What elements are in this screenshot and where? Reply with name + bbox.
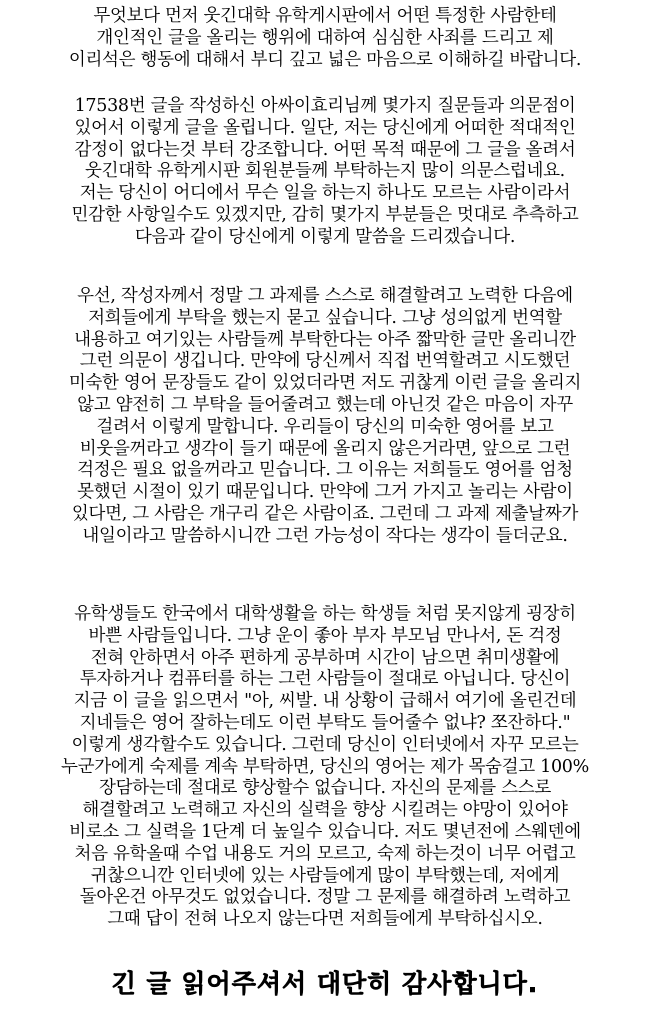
- closing-thanks: 긴 글 읽어주셔서 대단히 감사합니다.: [111, 969, 539, 998]
- text-line: 투자하거나 컴퓨터를 하는 그런 사람들이 절대로 아닙니다. 당신이: [79, 669, 571, 690]
- text-line: 유학생들도 한국에서 대학생활을 하는 학생들 처럼 못지않게 굉장히: [74, 604, 576, 624]
- text-line: 민감한 사항일수도 있겠지만, 감히 몇가지 부분들은 멋대로 추측하고: [71, 204, 579, 225]
- text-line: 미숙한 영어 문장들도 같이 있었더라면 저도 귀찮게 이런 글을 올리지: [68, 373, 582, 394]
- text-line: 귀찮으니깐 인터넷에 있는 사람들에게 많이 부탁했는데, 저에게: [90, 865, 560, 886]
- text-line: 우선, 작성자께서 정말 그 과제를 스스로 해결할려고 노력한 다음에: [77, 286, 573, 306]
- text-line: 지네들은 영어 잘하는데도 이런 부탁도 들어줄수 없냐? 쪼잔하다.": [79, 712, 571, 733]
- text-line: 처음 유학올때 수업 내용도 거의 모르고, 숙제 하는것이 너무 어렵고: [74, 843, 576, 864]
- text-line: 저는 당신이 어디에서 무슨 일을 하는지 하나도 모르는 사람이라서: [79, 183, 571, 204]
- text-line: 그때 답이 전혀 나오지 않는다면 저희들에게 부탁하십시오.: [107, 909, 543, 930]
- text-line: 않고 얌전히 그 부탁을 들어줄려고 했는데 아닌것 같은 마음이 자꾸: [77, 394, 573, 415]
- text-line: 있다면, 그 사람은 개구리 같은 사람이죠. 그런데 그 과제 제출날짜가: [71, 503, 579, 524]
- text-line: 전혀 안하면서 아주 편하게 공부하며 시간이 남으면 취미생활에: [90, 647, 560, 668]
- text-line: 웃긴대학 유학게시판 회원분들께 부탁하는지 많이 의문스럽네요.: [85, 161, 565, 182]
- text-line: 돌아온건 아무것도 없었습니다. 정말 그 문제를 해결하려 노력하고: [79, 887, 571, 908]
- text-line: 이리석은 행동에 대해서 부디 깊고 넓은 마음으로 이해하길 바랍니다.: [68, 49, 582, 70]
- paragraph-students: [6, 604, 644, 931]
- text-line: 걱정은 필요 없을꺼라고 믿습니다. 그 이유는 저희들도 영어를 엄청: [77, 460, 573, 481]
- text-line: 이렇게 생각할수도 있습니다. 그런데 당신이 인터넷에서 자꾸 모르는: [71, 734, 579, 755]
- text-line: 바쁜 사람들입니다. 그냥 운이 좋아 부자 부모님 만나서, 돈 걱정: [88, 625, 562, 646]
- text-line: 걸려서 이렇게 말합니다. 우리들이 당신의 미숙한 영어를 보고: [96, 416, 554, 437]
- text-line: 장담하는데 절대로 향상할수 없습니다. 자신의 문제를 스스로: [99, 778, 551, 799]
- text-line: 해결할려고 노력해고 자신의 실력을 향상 시킬려는 야망이 있어야: [82, 800, 568, 821]
- paragraph-apology: [6, 6, 644, 71]
- text-line: 있어서 이렇게 글을 올립니다. 일단, 저는 당신에게 어떠한 적대적인: [74, 117, 576, 138]
- text-line: 다음과 같이 당신에게 이렇게 말씀을 드리겠습니다.: [134, 226, 516, 247]
- text-line: 저희들에게 부탁을 했는지 묻고 싶습니다. 그냥 성의없게 번역할: [88, 307, 562, 328]
- text-line: 무엇보다 먼저 웃긴대학 유학게시판에서 어떤 특정한 사람한테: [93, 6, 557, 26]
- text-line: 그런 의문이 생깁니다. 만약에 당신께서 직접 번역할려고 시도했던: [79, 351, 571, 372]
- paragraph-effort: [6, 286, 644, 548]
- paragraph-questions: [6, 96, 644, 249]
- text-line: 비웃을꺼라고 생각이 들기 때문에 올리지 않은거라면, 앞으로 그런: [79, 438, 571, 459]
- text-line: 17538번 글을 작성하신 아싸이효리님께 몇가지 질문들과 의문점이: [74, 96, 576, 116]
- text-line: 내용하고 여기있는 사람들께 부탁한다는 아주 짧막한 글만 올리니깐: [74, 329, 576, 350]
- text-line: 개인적인 글을 올리는 행위에 대하여 심심한 사죄를 드리고 제: [96, 27, 554, 48]
- text-line: 못했던 시절이 있기 때문입니다. 만약에 그거 가지고 놀리는 사람이: [77, 482, 573, 503]
- text-line: 누군가에게 숙제를 계속 부탁하면, 당신의 영어는 제가 목숨걸고 100%: [61, 756, 589, 777]
- text-line: 비로소 그 실력을 1단계 더 높일수 있습니다. 저도 몇년전에 스웨덴에: [69, 821, 581, 842]
- text-line: 지금 이 글을 읽으면서 "아, 씨발. 내 상황이 급해서 여기에 올린건데: [73, 691, 577, 712]
- text-line: 감정이 없다는것 부터 강조합니다. 어떤 목적 때문에 그 글을 올려서: [74, 139, 576, 160]
- text-line: 내일이라고 말씀하시니깐 그런 가능성이 작다는 생각이 들더군요.: [82, 525, 568, 546]
